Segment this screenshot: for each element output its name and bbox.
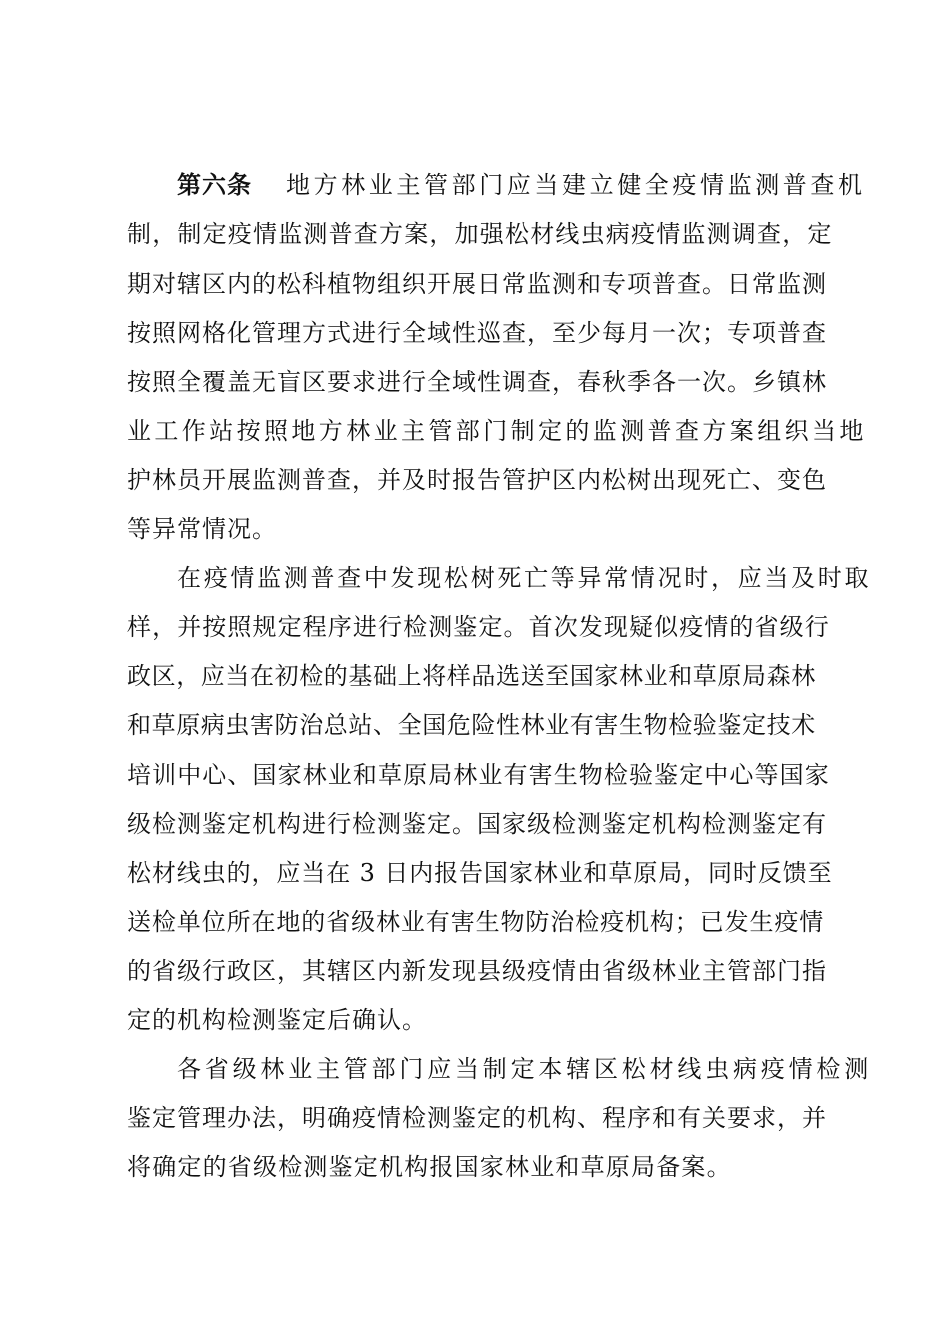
paragraph-3-line-1: 各省级林业主管部门应当制定本辖区松材线虫病疫情检测 — [177, 1055, 872, 1083]
paragraph-2-line-6: 级检测鉴定机构进行检测鉴定。国家级检测鉴定机构检测鉴定有 — [127, 810, 827, 838]
paragraph-1-line-6: 业工作站按照地方林业主管部门制定的监测普查方案组织当地 — [127, 417, 867, 445]
paragraph-3-line-3: 将确定的省级检测鉴定机构报国家林业和草原局备案。 — [127, 1153, 732, 1181]
paragraph-2-line-9: 的省级行政区，其辖区内新发现县级疫情由省级林业主管部门指 — [127, 957, 827, 985]
paragraph-2-line-5: 培训中心、国家林业和草原局林业有害生物检验鉴定中心等国家 — [127, 761, 830, 789]
paragraph-1-line-4: 按照网格化管理方式进行全域性巡查，至少每月一次；专项普查 — [127, 319, 827, 347]
paragraph-2-line-7: 松材线虫的，应当在 3 日内报告国家林业和草原局，同时反馈至 — [127, 859, 833, 887]
paragraph-2-line-1: 在疫情监测普查中发现松树死亡等异常情况时，应当及时取 — [177, 564, 872, 592]
paragraph-1-line-3: 期对辖区内的松科植物组织开展日常监测和专项普查。日常监测 — [127, 270, 827, 298]
paragraph-1-line-8: 等异常情况。 — [127, 515, 277, 543]
paragraph-1-line-5: 按照全覆盖无盲区要求进行全域性调查，春秋季各一次。乡镇林 — [127, 368, 827, 396]
paragraph-3-line-2: 鉴定管理办法，明确疫情检测鉴定的机构、程序和有关要求，并 — [127, 1104, 827, 1132]
paragraph-2-line-4: 和草原病虫害防治总站、全国危险性林业有害生物检验鉴定技术 — [127, 711, 816, 739]
paragraph-1-line-7: 护林员开展监测普查，并及时报告管护区内松树出现死亡、变色 — [127, 466, 827, 494]
paragraph-1-line-2: 制，制定疫情监测普查方案，加强松材线虫病疫情监测调查，定 — [127, 220, 833, 248]
paragraph-2-line-10: 定的机构检测鉴定后确认。 — [127, 1006, 427, 1034]
article-title: 第六条 — [177, 171, 252, 199]
paragraph-2-line-8: 送检单位所在地的省级林业有害生物防治检疫机构；已发生疫情 — [127, 908, 825, 936]
paragraph-1-line-1 — [0, 163, 950, 207]
paragraph-2-line-2: 样，并按照规定程序进行检测鉴定。首次发现疑似疫情的省级行 — [127, 613, 830, 641]
paragraph-2-line-3: 政区，应当在初检的基础上将样品选送至国家林业和草原局森林 — [127, 662, 816, 690]
paragraph-1-text: 地方林业主管部门应当建立健全疫情监测普查机 — [286, 171, 866, 199]
